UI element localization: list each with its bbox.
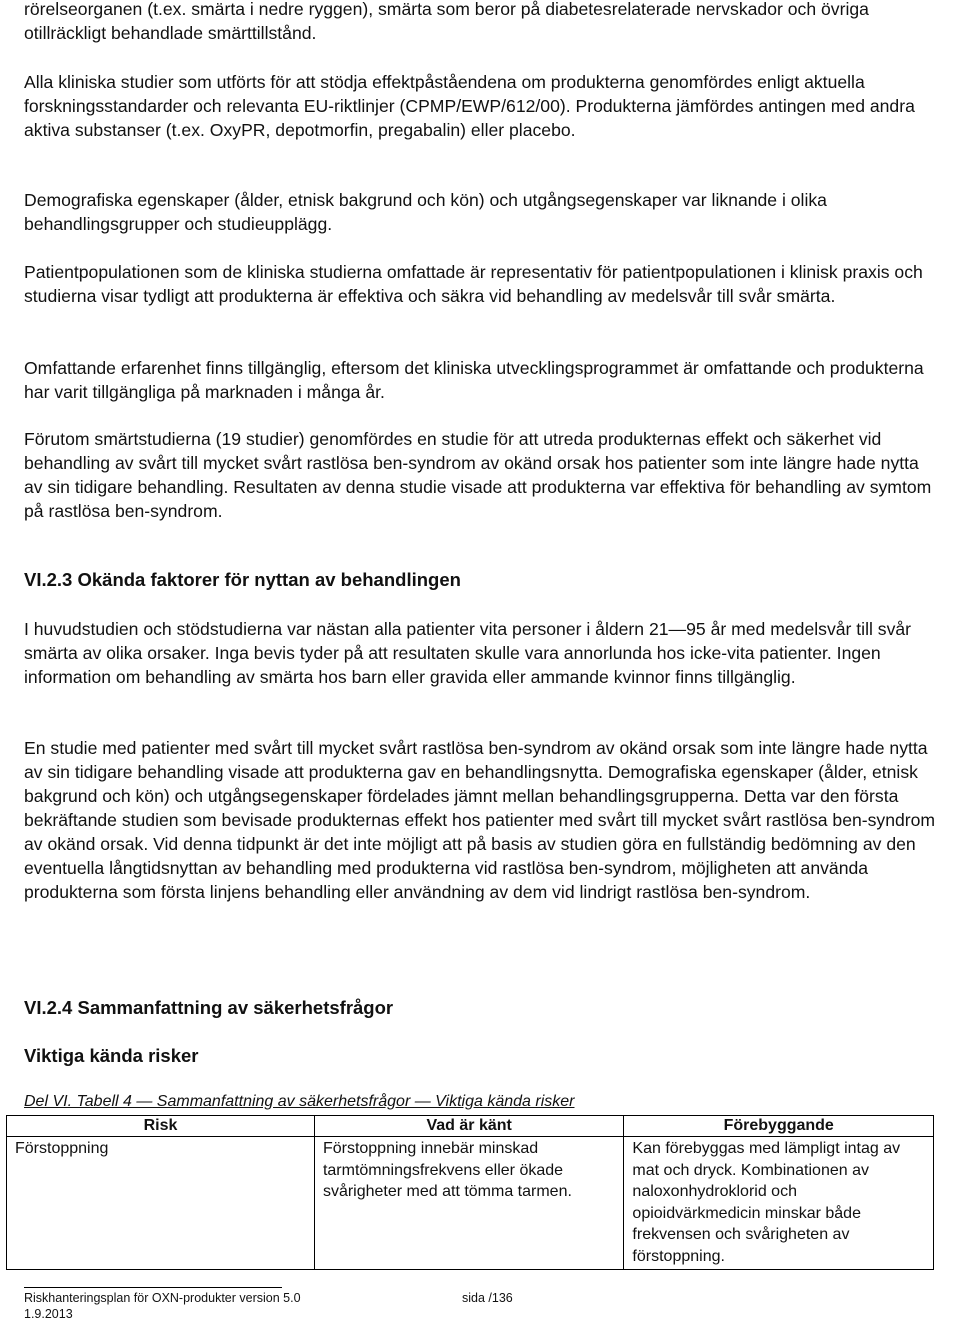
cell-prevention: Kan förebyggas med lämpligt intag av mat och dryck. Kombinationen av naloxonhydroklorid och opioidvärkmedicin minskar både frekvensen och svårigheten av förstoppning. <box>624 1137 934 1270</box>
paragraph-clinical-studies: Alla kliniska studier som utförts för att stödja effektpåståendena om produkterna genomfördes enligt aktuella forskningsstandarder och relevanta EU-riktlinjer (CPMP/EWP/612/00). Produkterna jämfördes antingen med andra aktiva substanser (t.ex. OxyPR, depotmorfin, pregabalin) eller placebo. <box>24 72 915 140</box>
table-row <box>7 1137 934 1270</box>
paragraph-rls-benefit: En studie med patienter med svårt till mycket svårt rastlösa ben-syndrom av okänd orsak som inte längre hade nytta av sin tidigare behandling visade att produkterna gav en behandlingsnytta. Demografiska egenskaper (ålder, etnisk bakgrund och kön) och utgångsegenskaper fördelades jämnt mellan behandlingsgrupperna. Detta var den första bekräftande studien som bevisade produkternas effekt hos patienter med svårt till mycket svårt rastlösa ben-syndrom av okänd orsak. Vid denna tidpunkt är det inte möjligt att på basis av studien göra en fullständig bedömning av den eventuella långtidsnyttan av behandling med produkterna vid rastlösa ben-syndrom, möjligheten att använda produkterna som första linjens behandling eller användning av dem vid lindrigt rastlösa ben-syndrom. <box>24 738 936 902</box>
footer-document-title: Riskhanteringsplan för OXN-produkter version 5.0 <box>24 1291 301 1305</box>
table-caption-text: Del VI. Tabell 4 ― Sammanfattning av säkerhetsfrågor ― Viktiga kända risker <box>24 1093 575 1110</box>
subheading-known-risks: Viktiga kända risker <box>24 1045 199 1066</box>
footer-page-number: sida /136 <box>462 1291 513 1305</box>
paragraph-rls-study: Förutom smärtstudierna (19 studier) genomfördes en studie för att utreda produkternas effekt och säkerhet vid behandling av svårt till mycket svårt rastlösa ben-syndrom av okänd orsak hos patienter som inte längre hade nytta av sin tidigare behandling. Resultaten av denna studie visade att produkterna var effektiva för behandling av symtom på rastlösa ben-syndrom. <box>24 429 932 521</box>
header-prevention: Förebyggande <box>624 1116 934 1137</box>
table-header-row <box>7 1116 934 1137</box>
header-what-is-known: Vad är känt <box>314 1116 623 1137</box>
paragraph-experience: Omfattande erfarenhet finns tillgänglig, eftersom det kliniska utvecklingsprogrammet är omfattande och produkterna har varit tillgängliga på marknaden i många år. <box>24 358 924 402</box>
paragraph-demographics: Demografiska egenskaper (ålder, etnisk bakgrund och kön) och utgångsegenskaper var liknande i olika behandlingsgrupper och studieupplägg. <box>24 190 827 234</box>
paragraph-indications-end: rörelseorganen (t.ex. smärta i nedre ryggen), smärta som beror på diabetesrelaterade nervskador och övriga otillräckligt behandlade smärttillstånd. <box>24 0 869 43</box>
section-heading-safety-summary: VI.2.4 Sammanfattning av säkerhetsfrågor <box>24 997 394 1018</box>
paragraph-patient-population: Patientpopulationen som de kliniska studierna omfattade är representativ för patientpopulationen i klinisk praxis och studierna visar tydligt att produkterna är effektiva och säkra vid behandling av medelsvår till svår smärta. <box>24 262 923 306</box>
footer-rule <box>24 1287 282 1288</box>
section-heading-unknown-factors: VI.2.3 Okända faktorer för nyttan av behandlingen <box>24 569 461 590</box>
paragraph-main-study-population: I huvudstudien och stödstudierna var nästan alla patienter vita personer i åldern 21―95 år med medelsvår till svår smärta av olika orsaker. Inga bevis tyder på att resultaten skulle vara annorlunda hos icke-vita patienter. Ingen information om behandling av smärta hos barn eller gravida eller ammande kvinnor finns tillgänglig. <box>24 619 912 687</box>
table-caption <box>24 1092 936 1112</box>
header-risk: Risk <box>7 1116 315 1137</box>
known-risks-table <box>6 1115 934 1270</box>
page-footer <box>24 1290 513 1322</box>
cell-what-is-known: Förstoppning innebär minskad tarmtömningsfrekvens eller ökade svårigheter med att tömma tarmen. <box>314 1137 623 1270</box>
footer-date: 1.9.2013 <box>24 1307 73 1321</box>
cell-risk: Förstoppning <box>7 1137 315 1270</box>
